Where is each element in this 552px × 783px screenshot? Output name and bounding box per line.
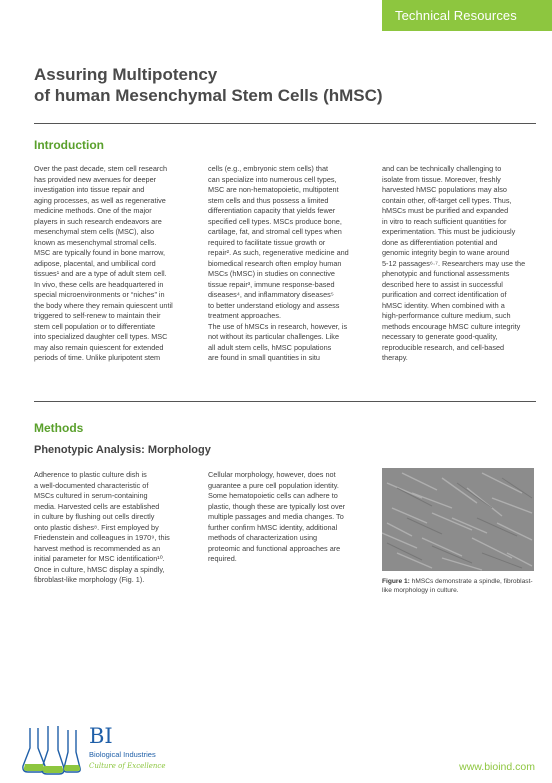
methods-column-2 — [208, 470, 373, 565]
paragraph: cells (e.g., embryonic stem cells) that can specialize into numerous cell types, MSC are non-hematopoietic, multipotent stem cells and thus possess a limited differentiation capacity that yields fewer specified cell types. MSCs produce bone, cartilage, fat, and stromal cell types when required to facilitate tissue growth or repair². As such, regenerative medicine and biomedical research often employ human MSCs (hMSC) in studies on connective tissue repair³, immune response-based diseases⁴, and inflammatory diseases⁵ to better understand etiology and assess treatment approaches. The use of hMSCs in research, however, is not without its particular challenges. Like all adult stem cells, hMSC populations are found in small quantities in situ — [208, 164, 349, 362]
introduction-column-3 — [382, 164, 542, 364]
title-line-2: of human Mesenchymal Stem Cells (hMSC) — [34, 86, 383, 105]
methods-subheading: Phenotypic Analysis: Morphology — [34, 444, 211, 456]
section-banner: Technical Resources — [382, 0, 552, 31]
paragraph: Adherence to plastic culture dish is a well-documented characteristic of MSCs cultured in serum-containing media. Harvested cells are established in culture by flushing out cells directly onto plastic dishes⁸. First employed by Friedenstein and colleagues in 1970⁹, this harvest method is recommended as an initial parameter for MSC identification¹⁰. Once in culture, hMSC display a spindly, fibroblast-like morphology (Fig. 1). — [34, 470, 170, 584]
logo-initials: BI — [89, 724, 113, 748]
figure-caption — [382, 577, 534, 595]
divider — [34, 123, 536, 124]
divider — [34, 401, 536, 402]
methods-column-1 — [34, 470, 189, 586]
micrograph-texture — [382, 468, 534, 571]
introduction-heading: Introduction — [34, 138, 104, 152]
paragraph: and can be technically challenging to isolate from tissue. Moreover, freshly harvested hMSC populations may also contain other, off-target cell types. Thus, hMSCs must be purified and expanded in vitro to reach sufficient quantities for experimentation. This must be judiciously done as differentiation potential and genomic integrity begin to wane around 5-12 passages⁶·⁷. Researchers may use the phenotypic and functional assessments described here to assist in successful purification and correct identification of hMSC identity. When combined with a high-performance culture medium, such methods encourage hMSC culture integrity necessary to generate good-quality, reproducible research, and cell-based therapy. — [382, 164, 526, 362]
hmsc-micrograph-image — [382, 468, 534, 571]
company-name: Biological Industries — [89, 750, 156, 759]
introduction-column-2 — [208, 164, 368, 364]
figure-caption-text: hMSCs demonstrate a spindle, fibroblast-like morphology in culture. — [382, 578, 533, 594]
figure-label: Figure 1: — [382, 578, 410, 585]
website-link[interactable]: www.bioind.com — [459, 761, 535, 773]
methods-heading: Methods — [34, 421, 84, 435]
paragraph: Cellular morphology, however, does not guarantee a pure cell population identity. Some hematopoietic cells can adhere to plastic, though these are typically lost over multiple passages and media changes. To further confirm hMSC identity, additional methods of characterization using proteomic and functional approaches are required. — [208, 470, 346, 563]
paragraph: Over the past decade, stem cell research has provided new avenues for deeper investigation into tissue repair and aging processes, as well as regenerative medicine methods. One of the major players in such research endeavors are mesenchymal stem cells (MSC), also known as mesenchymal stromal cells. MSC are typically found in bone marrow, adipose, placental, and umbilical cord tissues¹ and are a type of adult stem cell. In vivo, these cells are headquartered in special microenvironments or “niches” in the body where they remain quiescent until triggered to self-renew to maintain their stem cell population or to differentiate into specialized daughter cell types. MSC may also remain quiescent for extended periods of time. Unlike pluripotent stem — [34, 164, 173, 362]
title-line-1: Assuring Multipotency — [34, 65, 218, 84]
introduction-column-1 — [34, 164, 184, 364]
company-tagline: Culture of Excellence — [89, 762, 166, 770]
page-title — [34, 64, 514, 106]
